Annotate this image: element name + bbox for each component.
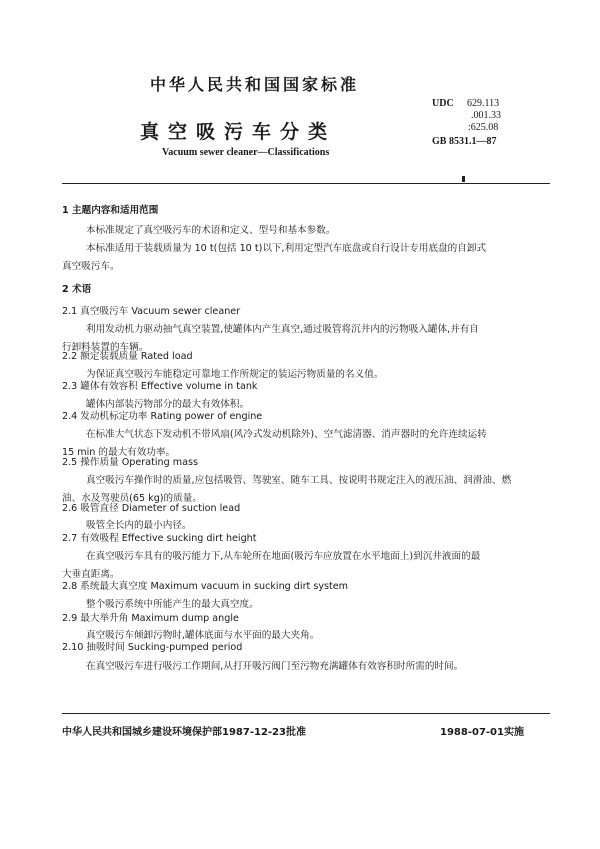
paragraph-line: 本标准规定了真空吸污车的术语和定义、型号和基本参数。 bbox=[86, 225, 336, 236]
header-rule bbox=[62, 183, 550, 184]
term-heading: 2.3 罐体有效容积 Effective volume in tank bbox=[62, 381, 258, 392]
gb-number: GB 8531.1—87 bbox=[432, 136, 497, 147]
udc-code-line: .001.33 bbox=[471, 110, 501, 121]
udc-code-line: 629.113 bbox=[467, 98, 500, 109]
effective-date: 1988-07-01实施 bbox=[440, 727, 524, 738]
paragraph-line: 为保证真空吸污车能稳定可靠地工作所规定的装运污物质量的名义值。 bbox=[86, 369, 384, 380]
udc-code-line: :625.08 bbox=[468, 122, 499, 133]
standard-organization: 中华人民共和国国家标准 bbox=[150, 75, 360, 94]
term-heading: 2.4 发动机标定功率 Rating power of engine bbox=[62, 411, 263, 422]
document-title: 真空吸污车分类 bbox=[140, 121, 337, 143]
term-heading: 2.2 额定装载质量 Rated load bbox=[62, 351, 193, 362]
document-subtitle: Vacuum sewer cleaner—Classifications bbox=[162, 147, 330, 158]
paragraph-line: 罐体内部装污物部分的最大有效体积。 bbox=[86, 399, 250, 410]
paragraph-line: 本标准适用于装载质量为 10 t(包括 10 t)以下,利用定型汽车底盘或自行设计专用底盘的自卸式 bbox=[86, 243, 487, 254]
term-heading: 2.1 真空吸污车 Vacuum sewer cleaner bbox=[62, 306, 241, 317]
paragraph-line: 真空吸污车。 bbox=[62, 261, 120, 272]
term-heading: 2.9 最大举升角 Maximum dump angle bbox=[62, 613, 239, 624]
udc-label: UDC bbox=[432, 98, 454, 109]
paragraph-line: 在真空吸污车进行吸污工作期间,从打开吸污阀门至污物充满罐体有效容积时所需的时间。 bbox=[86, 661, 464, 672]
paragraph-line: 15 min 的最大有效功率。 bbox=[62, 447, 176, 458]
term-heading: 2.7 有效吸程 Effective sucking dirt height bbox=[62, 533, 257, 544]
paragraph-line: 大垂直距离。 bbox=[62, 569, 120, 580]
section-heading: 2 术语 bbox=[62, 284, 92, 295]
approval-statement: 中华人民共和国城乡建设环境保护部1987-12-23批准 bbox=[62, 727, 306, 738]
paragraph-line: 在真空吸污车具有的吸污能力下,从车轮所在地面(吸污车应放置在水平地面上)到沉井液面的最 bbox=[86, 551, 481, 562]
paragraph-line: 真空吸污车操作时的质量,应包括吸管、驾驶室、随车工具、按说明书规定注入的液压油、润滑油、燃 bbox=[86, 475, 512, 486]
term-heading: 2.6 吸管直径 Diameter of suction lead bbox=[62, 503, 241, 514]
term-heading: 2.8 系统最大真空度 Maximum vacuum in sucking dirt system bbox=[62, 581, 349, 592]
paragraph-line: 油、水及驾驶员(65 kg)的质量。 bbox=[62, 493, 202, 504]
term-heading: 2.5 操作质量 Operating mass bbox=[62, 457, 198, 468]
paragraph-line: 行卸料装置的车辆。 bbox=[62, 342, 149, 353]
section-heading: 1 主题内容和适用范围 bbox=[62, 205, 159, 216]
term-heading: 2.10 抽吸时间 Sucking-pumped period bbox=[62, 642, 243, 653]
paragraph-line: 真空吸污车倾卸污物时,罐体底面与水平面的最大夹角。 bbox=[86, 630, 320, 641]
paragraph-line: 利用发动机力驱动抽气真空装置,使罐体内产生真空,通过吸管将沉井内的污物吸入罐体,并有自 bbox=[86, 324, 479, 335]
header-rule-mark bbox=[462, 176, 465, 182]
paragraph-line: 吸管全长内的最小内径。 bbox=[86, 520, 192, 531]
paragraph-line: 在标准大气状态下发动机不带风扇(风冷式发动机除外)、空气滤清器、消声器时的允许连续运转 bbox=[86, 429, 487, 440]
footer-rule bbox=[62, 713, 550, 714]
paragraph-line: 整个吸污系统中所能产生的最大真空度。 bbox=[86, 599, 259, 610]
